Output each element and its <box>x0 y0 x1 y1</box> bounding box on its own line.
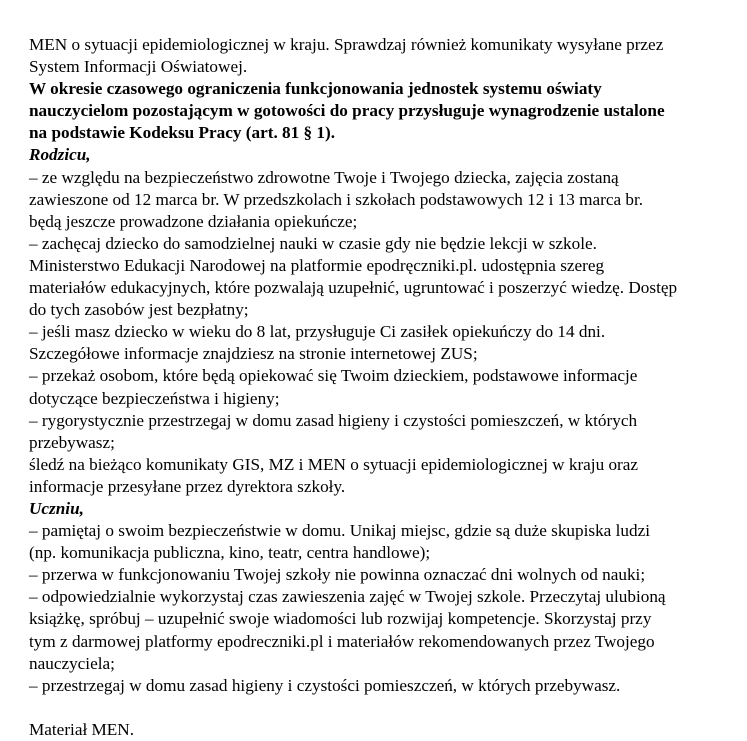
student-heading: Uczniu, <box>29 498 84 518</box>
student-line: nauczyciela; <box>29 653 115 673</box>
student-line: (np. komunikacja publiczna, kino, teatr, centra handlowe); <box>29 543 431 563</box>
student-line: – przerwa w funkcjonowaniu Twojej szkoły nie powinna oznaczać dni wolnych od nauki; <box>29 565 646 585</box>
student-section <box>29 520 734 697</box>
notice-line: nauczycielom pozostającym w gotowości do pracy przysługuje wynagrodzenie ustalone <box>29 101 665 121</box>
document-body <box>29 34 734 741</box>
notice-paragraph <box>29 78 734 144</box>
parent-line: Ministerstwo Edukacji Narodowej na platformie epodręczniki.pl. udostępnia szereg <box>29 255 605 275</box>
parent-line: – ze względu na bezpieczeństwo zdrowotne Twoje i Twojego dziecka, zajęcia zostaną <box>29 167 619 187</box>
student-line: książkę, spróbuj – uzupełnić swoje wiadomości lub rozwijaj kompetencje. Skorzystaj przy <box>29 609 652 629</box>
footer-source: Materiał MEN. <box>29 719 135 739</box>
notice-line: W okresie czasowego ograniczenia funkcjonowania jednostek systemu oświaty <box>29 79 602 99</box>
parent-line: – zachęcaj dziecko do samodzielnej nauki w czasie gdy nie będzie lekcji w szkole. <box>29 233 597 253</box>
parent-line: przebywasz; <box>29 432 115 452</box>
intro-line: MEN o sytuacji epidemiologicznej w kraju. Sprawdzaj również komunikaty wysyłane przez <box>29 35 664 54</box>
parent-line: zawieszone od 12 marca br. W przedszkolach i szkołach podstawowych 12 i 13 marca br. <box>29 189 644 209</box>
intro-line: System Informacji Oświatowej. <box>29 57 248 77</box>
parent-line: – rygorystycznie przestrzegaj w domu zasad higieny i czystości pomieszczeń, w których <box>29 410 638 430</box>
paragraph-gap <box>29 697 734 719</box>
parent-heading: Rodzicu, <box>29 145 91 165</box>
parent-line: dotyczące bezpieczeństwa i higieny; <box>29 388 280 408</box>
parent-line: materiałów edukacyjnych, które pozwalają uzupełnić, ugruntować i poszerzyć wiedzę. Dostęp <box>29 278 678 298</box>
student-line: tym z darmowej platformy epodreczniki.pl i materiałów rekomendowanych przez Twojego <box>29 631 655 651</box>
parent-line: – przekaż osobom, które będą opiekować się Twoim dzieckiem, podstawowe informacje <box>29 366 638 386</box>
notice-line: na podstawie Kodeksu Pracy (art. 81 § 1). <box>29 123 336 143</box>
parent-line: Szczegółowe informacje znajdziesz na stronie internetowej ZUS; <box>29 344 478 364</box>
student-line: – pamiętaj o swoim bezpieczeństwie w domu. Unikaj miejsc, gdzie są duże skupiska ludzi <box>29 521 650 541</box>
parent-line: będą jeszcze prowadzone działania opiekuńcze; <box>29 211 358 231</box>
parent-section <box>29 167 734 498</box>
student-line: – odpowiedzialnie wykorzystaj czas zawieszenia zajęć w Twojej szkole. Przeczytaj ulubioną <box>29 587 666 607</box>
parent-line: – jeśli masz dziecko w wieku do 8 lat, przysługuje Ci zasiłek opiekuńczy do 14 dni. <box>29 322 606 342</box>
parent-line: śledź na bieżąco komunikaty GIS, MZ i MEN o sytuacji epidemiologicznej w kraju oraz <box>29 454 639 474</box>
intro-paragraph <box>29 34 734 78</box>
student-line: – przestrzegaj w domu zasad higieny i czystości pomieszczeń, w których przebywasz. <box>29 675 621 695</box>
parent-line: informacje przesyłane przez dyrektora szkoły. <box>29 476 346 496</box>
parent-line: do tych zasobów jest bezpłatny; <box>29 300 249 320</box>
